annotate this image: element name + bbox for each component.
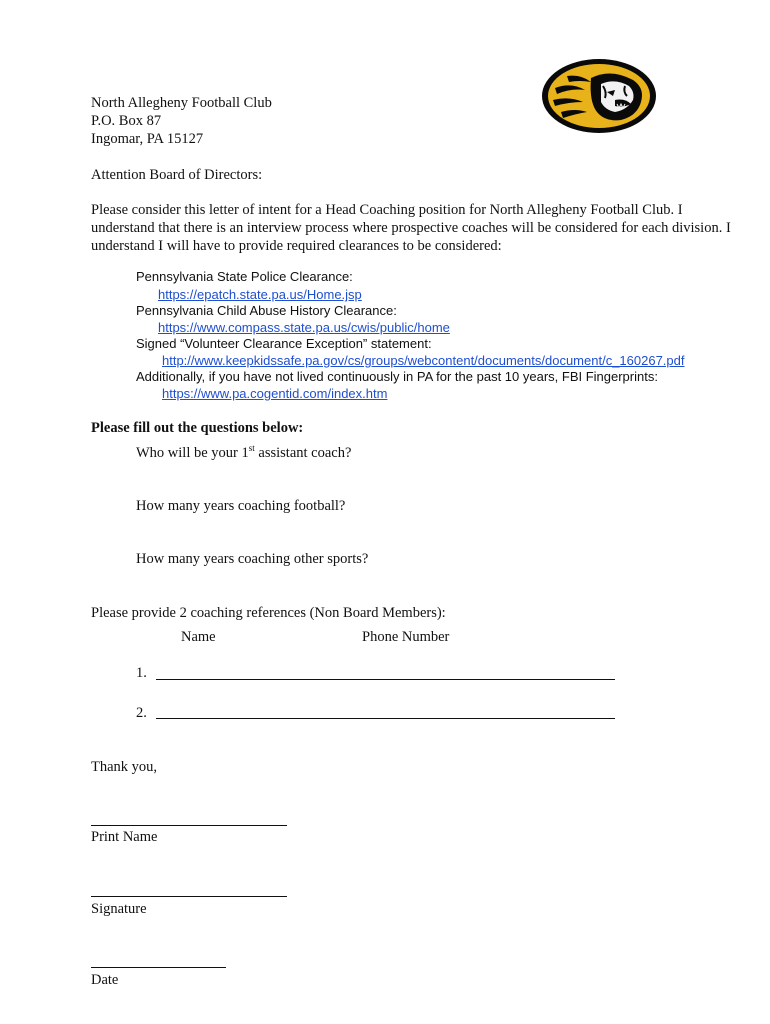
date-line[interactable]: [91, 967, 226, 968]
references-col-name: Name: [181, 629, 216, 645]
date-label: Date: [91, 972, 119, 988]
references-col-phone: Phone Number: [362, 629, 450, 645]
address-line-3: Ingomar, PA 15127: [91, 131, 204, 147]
reference-1-line[interactable]: [156, 679, 615, 680]
question-1-suffix: assistant coach?: [254, 445, 352, 461]
closing-text: Thank you,: [91, 759, 158, 775]
signature-label: Signature: [91, 901, 147, 917]
attention-line: Attention Board of Directors:: [91, 167, 263, 183]
clearance-link-child-abuse[interactable]: https://www.compass.state.pa.us/cwis/public/home: [158, 320, 450, 335]
clearance-label-child-abuse: Pennsylvania Child Abuse History Clearance:: [136, 303, 397, 318]
tiger-logo: [541, 58, 657, 134]
question-years-other-sports: How many years coaching other sports?: [136, 551, 369, 567]
question-assistant-coach: [136, 444, 351, 462]
print-name-line[interactable]: [91, 825, 287, 826]
clearance-link-fbi[interactable]: https://www.pa.cogentid.com/index.htm: [162, 386, 388, 401]
question-years-football: How many years coaching football?: [136, 498, 346, 514]
signature-line[interactable]: [91, 896, 287, 897]
reference-1-number: 1.: [136, 665, 147, 681]
print-name-label: Print Name: [91, 829, 158, 845]
intro-paragraph: Please consider this letter of intent for a Head Coaching position for North Allegheny Football Club. I understand that there is an interview process where prospective coaches will be considered for each division. I understand I will have to provide required clearances to be considered:: [91, 202, 731, 254]
question-1-superscript: st: [248, 443, 255, 454]
reference-2-line[interactable]: [156, 718, 615, 719]
address-line-2: P.O. Box 87: [91, 113, 162, 129]
clearance-label-state-police: Pennsylvania State Police Clearance:: [136, 269, 353, 284]
clearance-label-fbi: Additionally, if you have not lived continuously in PA for the past 10 years, FBI Fingerprints:: [136, 369, 658, 384]
address-line-1: North Allegheny Football Club: [91, 95, 272, 111]
references-heading: Please provide 2 coaching references (Non Board Members):: [91, 605, 446, 621]
question-1-text: Who will be your 1: [136, 445, 249, 461]
clearance-label-volunteer-exception: Signed “Volunteer Clearance Exception” statement:: [136, 336, 432, 351]
clearance-link-state-police[interactable]: https://epatch.state.pa.us/Home.jsp: [158, 287, 362, 302]
questions-heading: Please fill out the questions below:: [91, 420, 304, 436]
clearance-link-volunteer-exception[interactable]: http://www.keepkidssafe.pa.gov/cs/groups/webcontent/documents/document/c_160267.pdf: [162, 353, 685, 368]
reference-2-number: 2.: [136, 705, 147, 721]
